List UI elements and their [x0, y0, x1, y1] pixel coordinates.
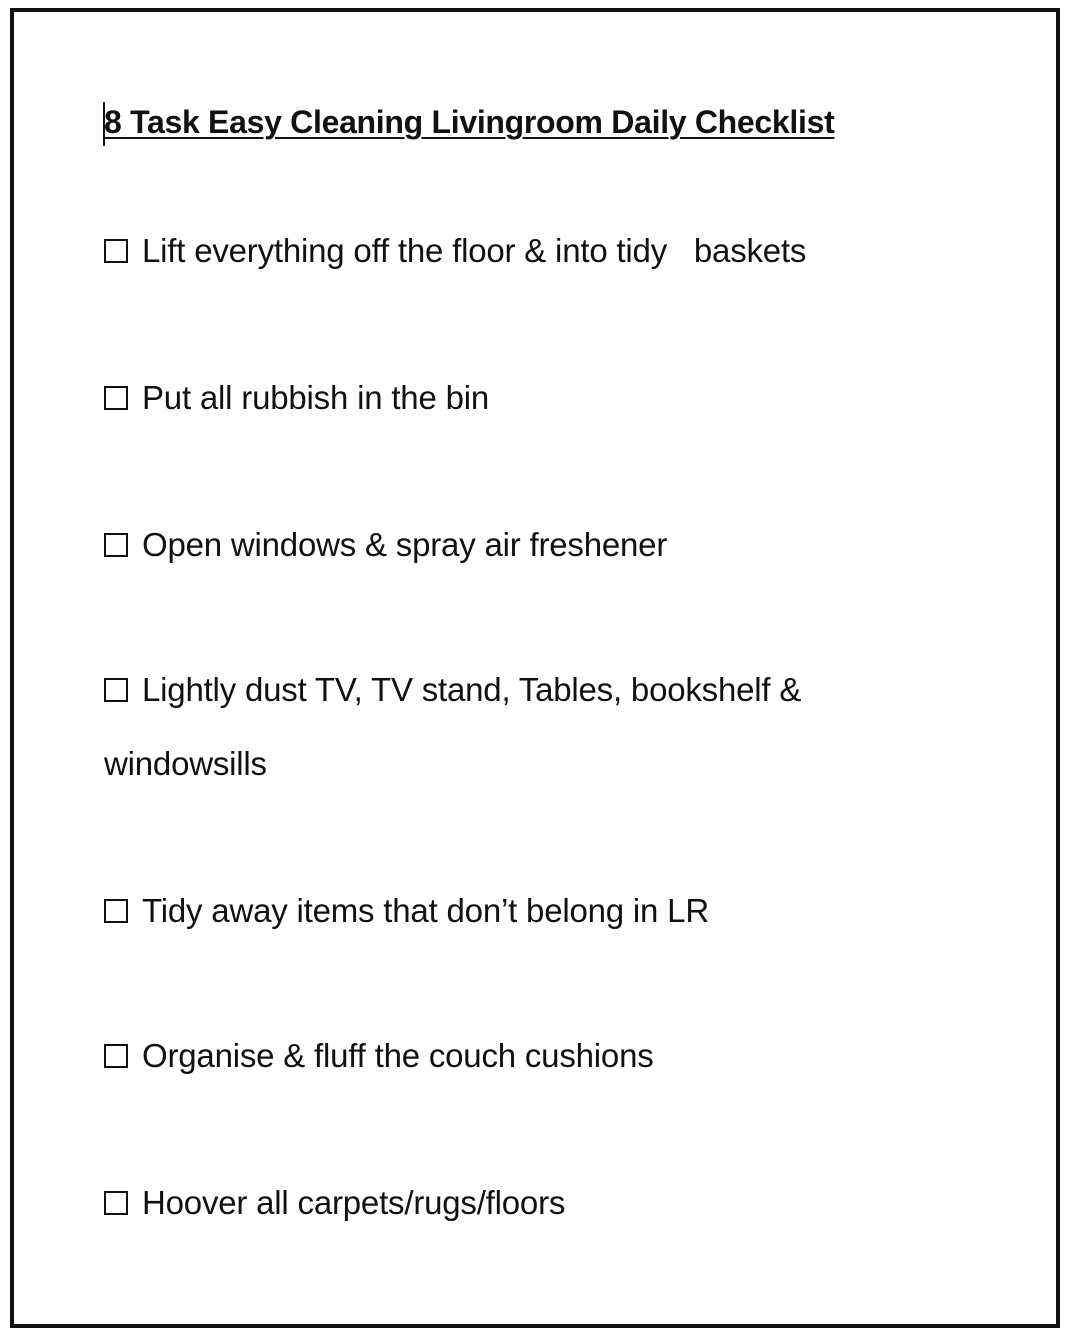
checkbox-icon[interactable]	[104, 899, 128, 923]
checklist-item-label: Lightly dust TV, TV stand, Tables, bookshelf &	[142, 671, 802, 708]
checklist-item-continuation: windowsills	[104, 745, 267, 782]
checklist-item	[104, 892, 709, 930]
checklist-item	[104, 379, 489, 417]
checklist-item	[104, 1037, 654, 1075]
checkbox-icon[interactable]	[104, 678, 128, 702]
document-title: 8 Task Easy Cleaning Livingroom Daily Checklist	[104, 104, 835, 140]
checklist-item-label: Open windows & spray air freshener	[142, 526, 668, 563]
checklist-item-label: Hoover all carpets/rugs/floors	[142, 1184, 566, 1221]
checklist-item	[104, 232, 806, 270]
checklist-item-label: Tidy away items that don’t belong in LR	[142, 892, 709, 929]
checklist-item	[104, 671, 801, 709]
checklist-item	[104, 1184, 565, 1222]
checklist-item-label: Lift everything off the floor & into tidy baskets	[142, 232, 807, 269]
checklist-item	[104, 526, 667, 564]
checkbox-icon[interactable]	[104, 239, 128, 263]
checkbox-icon[interactable]	[104, 533, 128, 557]
checklist-item-label: Organise & fluff the couch cushions	[142, 1037, 654, 1074]
checkbox-icon[interactable]	[104, 1191, 128, 1215]
checkbox-icon[interactable]	[104, 386, 128, 410]
document-page	[10, 8, 1060, 1328]
checklist-item-label: Put all rubbish in the bin	[142, 379, 490, 416]
checkbox-icon[interactable]	[104, 1044, 128, 1068]
